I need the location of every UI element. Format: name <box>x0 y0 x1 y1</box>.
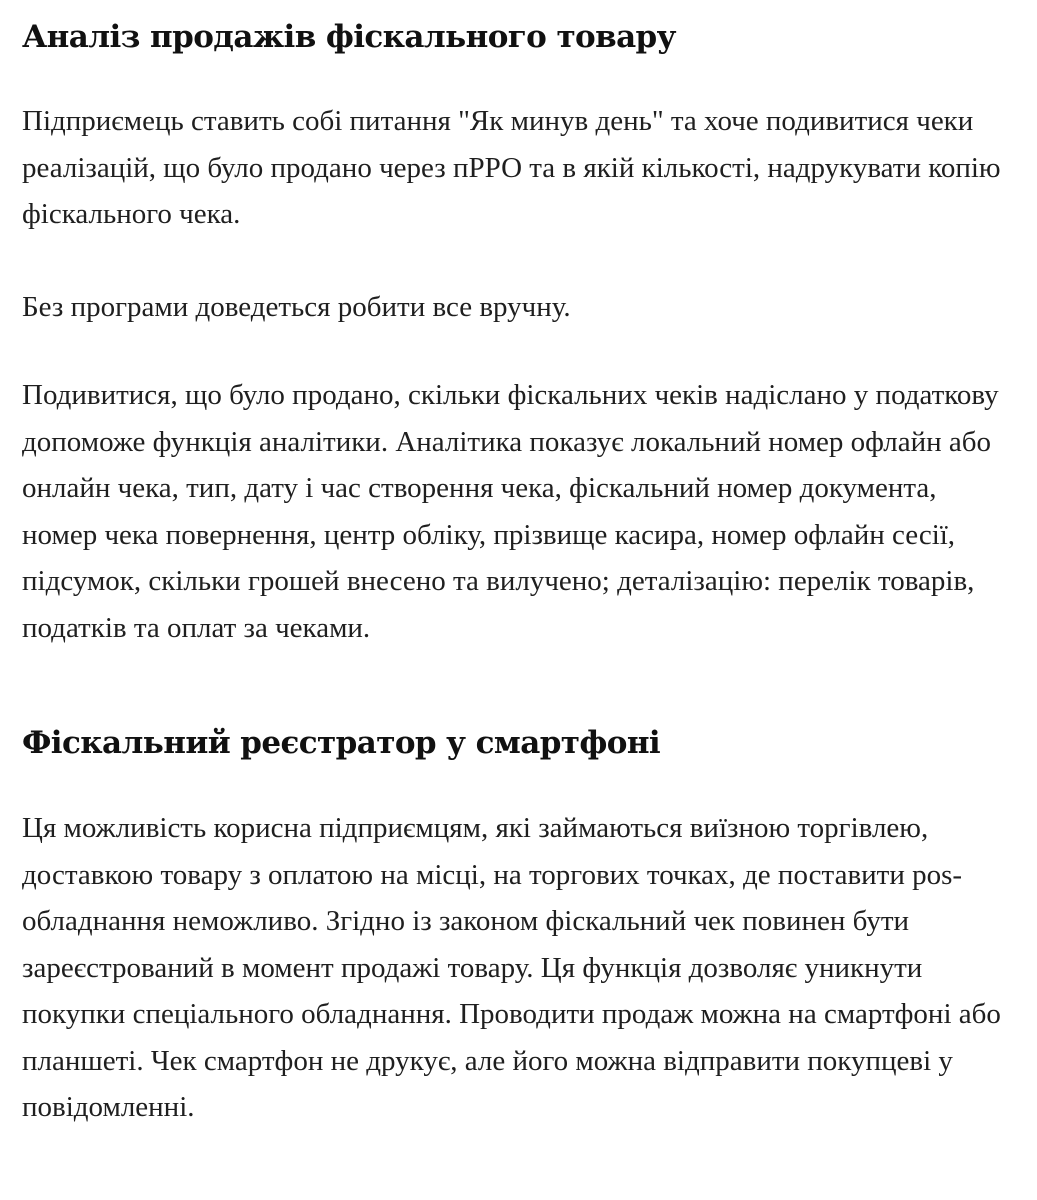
paragraph-manual: Без програми доведеться робити все вручну. <box>22 291 571 323</box>
paragraph-analytics: Подивитися, що було продано, скільки фіскальних чеків надіслано у податкову допоможе функція аналітики. Аналітика показує локальний номер офлайн або онлайн чека, тип, дату і час створення чека, фіскальний номер документа, номер чека повернення, центр обліку, прізвище касира, номер офлайн сесії, підсумок, скільки грошей внесено та вилучено; деталізацію: перелік товарів, податків та оплат за чеками. <box>22 379 999 644</box>
section-heading-smartphone-register: Фіскальний реєстратор у смартфоні <box>22 725 661 761</box>
paragraph-smartphone: Ця можливість корисна підприємцям, які займаються виїзною торгівлею, доставкою товару з оплатою на місці, на торгових точках, де поставити pos-обладнання неможливо. Згідно із законом фіскальний чек повинен бути зареєстрований в момент продажі товару. Ця функція дозволяє уникнути покупки спеціального обладнання. Проводити продаж можна на смартфоні або планшеті. Чек смартфон не друкує, але його можна відправити покупцеві у повідомленні. <box>22 812 1001 1123</box>
section-heading-sales-analysis: Аналіз продажів фіскального товару <box>22 19 676 55</box>
paragraph-intro: Підприємець ставить собі питання "Як минув день" та хоче подивитися чеки реалізацій, що було продано через пРРО та в якій кількості, надрукувати копію фіскального чека. <box>22 105 1001 230</box>
